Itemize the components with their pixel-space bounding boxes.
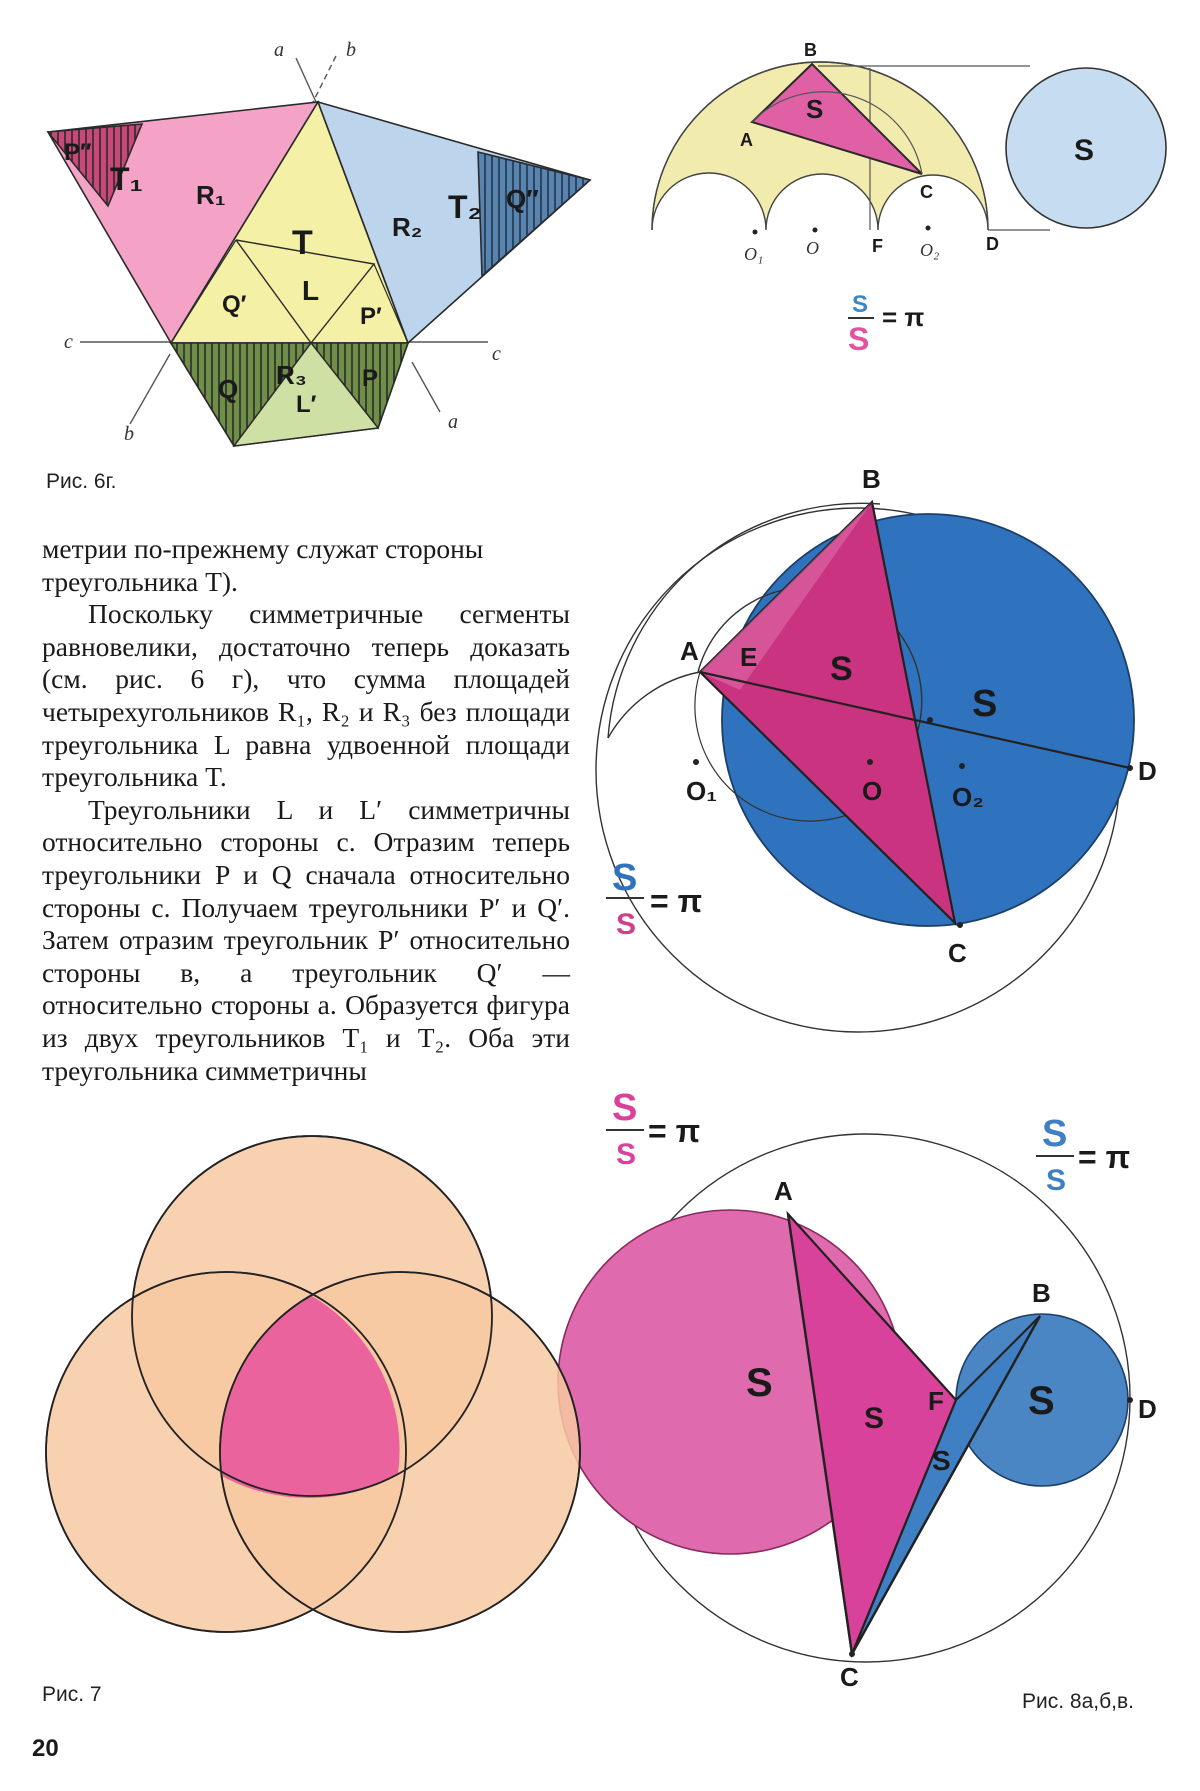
caption-fig8: Рис. 8а,б,в. bbox=[1022, 1690, 1134, 1713]
point-O-8a: O bbox=[806, 238, 819, 258]
point-B-8a: B bbox=[804, 40, 817, 60]
label-L1: L′ bbox=[296, 391, 317, 418]
point-E-8b: E bbox=[740, 642, 758, 672]
formula-8v-right bbox=[1036, 1113, 1130, 1197]
formula-8b-num: S bbox=[612, 857, 638, 899]
caption-fig6g: Рис. 6г. bbox=[46, 470, 117, 493]
formula-8b-den: S bbox=[616, 908, 637, 941]
caption-fig7: Рис. 7 bbox=[42, 1683, 102, 1706]
area-s-8a: S bbox=[806, 94, 824, 124]
formula-8v-left-num: S bbox=[612, 1087, 638, 1129]
area-S-left-8v: S bbox=[746, 1361, 773, 1405]
formula-8b-eq: = π bbox=[650, 883, 703, 919]
area-S-8a: S bbox=[1074, 134, 1095, 167]
label-T1: T₁ bbox=[110, 161, 143, 197]
label-T: T bbox=[292, 224, 313, 262]
point-A-8a: A bbox=[740, 130, 753, 150]
formula-8a-eq: = π bbox=[882, 302, 925, 332]
figure-7 bbox=[46, 1136, 580, 1632]
label-R1: R₁ bbox=[196, 180, 226, 210]
point-F-8a: F bbox=[872, 236, 883, 256]
point-O1-8b: O₁ bbox=[686, 776, 717, 806]
area-s-left-tri-8v: S bbox=[864, 1402, 885, 1435]
formula-8v-left-den: S bbox=[616, 1138, 637, 1171]
formula-8v-right-eq: = π bbox=[1078, 1139, 1131, 1175]
label-P: P bbox=[362, 365, 379, 392]
label-Q1: Q′ bbox=[222, 291, 247, 318]
label-L: L bbox=[302, 275, 320, 306]
formula-8v-left bbox=[606, 1087, 700, 1171]
formula-8v-left-eq: = π bbox=[648, 1113, 701, 1149]
text-para2: Поскольку симметричные сегменты равновелики, достаточно теперь доказать (см. рис. 6 г), что сумма площадей четырехугольников R₁, R₂ и R₃ без площади треугольника L равна удвоенной площади треугольника T. bbox=[42, 598, 570, 793]
region-Q2-hatch bbox=[478, 152, 590, 276]
area-S-right-8v: S bbox=[1028, 1379, 1055, 1423]
label-T2: T₂ bbox=[448, 189, 482, 225]
axis-b-bottom bbox=[130, 354, 170, 424]
label-c-left: c bbox=[64, 331, 73, 353]
point-D-8v: D bbox=[1138, 1394, 1157, 1424]
text-line1: метрии по-прежнему служат стороны bbox=[42, 533, 484, 564]
text-line2: треугольника T). bbox=[42, 565, 238, 597]
label-P1: P′ bbox=[360, 303, 382, 330]
area-s-8b: S bbox=[830, 650, 853, 688]
point-D-8b: D bbox=[1138, 756, 1157, 786]
label-Q: Q bbox=[218, 374, 239, 404]
point-C-8a: C bbox=[920, 182, 933, 202]
area-s-right-tri-8v: S bbox=[932, 1445, 951, 1476]
label-a-top: a bbox=[274, 39, 284, 61]
axis-b-top bbox=[312, 56, 336, 104]
formula-8b bbox=[606, 857, 702, 941]
label-Q2: Q″ bbox=[506, 184, 539, 214]
area-S-8b: S bbox=[972, 683, 998, 725]
point-C-8b: C bbox=[948, 938, 967, 968]
text-para3: Треугольники L и L′ симметричны относительно стороны c. Отразим теперь треугольники P и Q сначала относительно стороны c. Получаем треугольники P′ и Q′. Затем отразим треугольник P′ относительно стороны в, а треугольник Q′ — относительно стороны a. Образуется фигура из двух треугольников T₁ и T₂. Оба эти треугольника симметричны bbox=[42, 793, 570, 1086]
label-P2: P″ bbox=[64, 139, 92, 166]
figure-8v bbox=[558, 1087, 1157, 1692]
label-b-top: b bbox=[346, 39, 356, 61]
figure-6g bbox=[48, 39, 590, 446]
page-number: 20 bbox=[32, 1735, 59, 1762]
point-C-8v: C bbox=[840, 1662, 859, 1692]
point-B-8v: B bbox=[1032, 1278, 1051, 1308]
figure-8a bbox=[652, 40, 1166, 357]
point-A-8v: A bbox=[774, 1176, 793, 1206]
point-O-8b: O bbox=[862, 776, 883, 806]
label-a-bottom: a bbox=[448, 411, 458, 433]
axis-a-top bbox=[296, 58, 316, 102]
figure-8b bbox=[596, 464, 1157, 1032]
formula-8v-right-num: S bbox=[1042, 1113, 1068, 1155]
point-F-8v: F bbox=[928, 1386, 944, 1416]
point-B-8b: B bbox=[862, 464, 881, 494]
formula-8a bbox=[848, 291, 924, 357]
label-R3: R₃ bbox=[276, 360, 307, 390]
formula-8a-den: S bbox=[848, 321, 870, 357]
body-text bbox=[42, 533, 570, 1087]
axis-a-bottom bbox=[412, 362, 440, 412]
point-O1-8a: O₁ bbox=[744, 244, 764, 264]
point-O2-8a: O₂ bbox=[920, 240, 940, 260]
point-O2-8b: O₂ bbox=[952, 782, 984, 812]
formula-8a-num: S bbox=[852, 291, 869, 318]
point-A-8b: A bbox=[680, 636, 699, 666]
label-b-bottom: b bbox=[124, 423, 134, 445]
point-D-8a: D bbox=[986, 234, 999, 254]
label-c-right: c bbox=[492, 343, 501, 365]
formula-8v-right-den: S bbox=[1046, 1164, 1067, 1197]
label-R2: R₂ bbox=[392, 212, 423, 242]
